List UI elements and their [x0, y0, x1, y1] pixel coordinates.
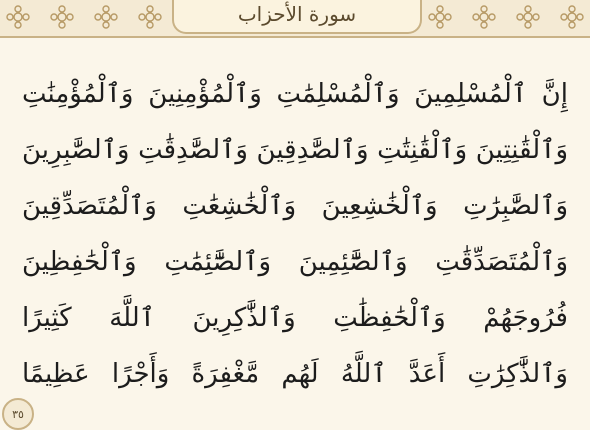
verse-text-block	[22, 66, 568, 402]
verse-line: وَٱلْمُتَصَدِّقَٰتِ وَٱلصَّٰٓئِمِينَ وَٱلصَّٰٓئِمَٰتِ وَٱلْحَٰفِظِينَ	[22, 247, 568, 277]
ayah-number-marker: ٣٥	[2, 398, 34, 430]
floral-ornament-icon	[48, 0, 76, 34]
verse-line: وَٱلصَّٰبِرَٰتِ وَٱلْخَٰشِعِينَ وَٱلْخَٰشِعَٰتِ وَٱلْمُتَصَدِّقِينَ	[22, 191, 568, 221]
verse-line: فُرُوجَهُمْ وَٱلْحَٰفِظَٰتِ وَٱلذَّٰكِرِينَ ٱللَّهَ كَثِيرًا	[22, 303, 568, 333]
floral-ornament-icon	[558, 0, 586, 34]
floral-ornament-icon	[514, 0, 542, 34]
floral-ornament-icon	[136, 0, 164, 34]
floral-ornament-icon	[4, 0, 32, 34]
floral-ornament-icon	[92, 0, 120, 34]
surah-title: سورة الأحزاب	[237, 2, 357, 26]
verse-line: إِنَّ ٱلْمُسْلِمِينَ وَٱلْمُسْلِمَٰتِ وَٱلْمُؤْمِنِينَ وَٱلْمُؤْمِنَٰتِ	[22, 79, 568, 109]
surah-title-frame	[172, 0, 422, 34]
floral-ornament-icon	[426, 0, 454, 34]
verse-line: وَٱلْقَٰنِتِينَ وَٱلْقَٰنِتَٰتِ وَٱلصَّٰدِقِينَ وَٱلصَّٰدِقَٰتِ وَٱلصَّٰبِرِينَ	[22, 135, 568, 165]
floral-ornament-icon	[470, 0, 498, 34]
verse-line: وَٱلذَّٰكِرَٰتِ أَعَدَّ ٱللَّهُ لَهُم مَّغْفِرَةً وَأَجْرًا عَظِيمًا	[22, 359, 568, 389]
